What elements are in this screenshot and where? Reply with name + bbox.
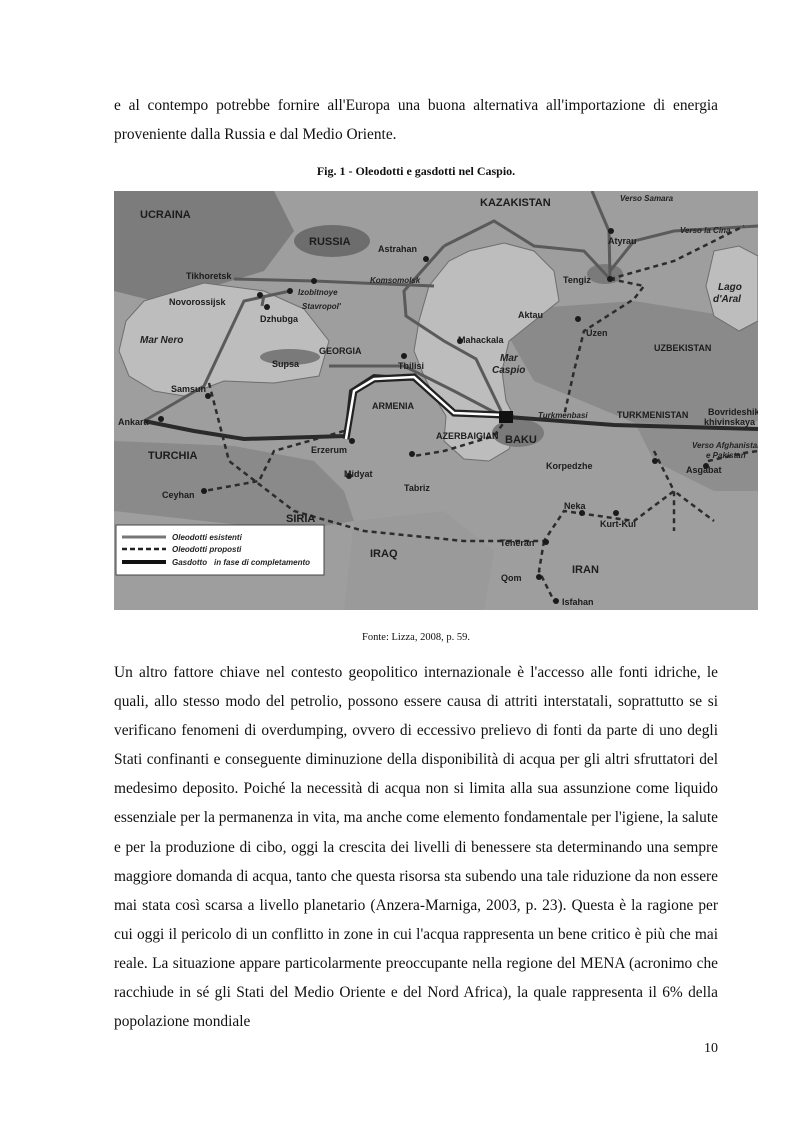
country-armenia: ARMENIA bbox=[372, 401, 414, 411]
city-tabriz: Tabriz bbox=[404, 483, 430, 493]
city-novorossijsk: Novorossijsk bbox=[169, 297, 226, 307]
pipeline-map bbox=[114, 191, 758, 610]
city-tikhoretsk: Tikhoretsk bbox=[186, 271, 232, 281]
city-izobitnoye: Izobitnoye bbox=[298, 288, 338, 297]
country-siria: SIRIA bbox=[286, 513, 316, 525]
city-korpedzhe: Korpedzhe bbox=[546, 461, 593, 471]
city-aktau: Aktau bbox=[518, 310, 544, 320]
lake-aral-2: d'Aral bbox=[713, 294, 741, 305]
city-mahackala: Mahackala bbox=[458, 335, 504, 345]
direction-verso-samara: Verso Samara bbox=[620, 194, 674, 203]
lake-aral: Lago bbox=[718, 282, 742, 293]
legend-proposed: Oleodotti proposti bbox=[172, 545, 242, 554]
country-kazakistan: KAZAKISTAN bbox=[480, 197, 551, 209]
figure-source: Fonte: Lizza, 2008, p. 59. bbox=[362, 632, 470, 643]
country-georgia: GEORGIA bbox=[319, 346, 362, 356]
country-turchia: TURCHIA bbox=[148, 450, 198, 462]
country-iraq: IRAQ bbox=[370, 548, 398, 560]
city-tbilisi: Tbilisi bbox=[398, 361, 425, 371]
map-legend bbox=[116, 525, 324, 575]
direction-verso-afghanistan: Verso Afghanistan bbox=[692, 441, 758, 450]
city-midyat: Midyat bbox=[344, 469, 373, 479]
legend-gas: Gasdotto bbox=[172, 558, 208, 567]
country-russia: RUSSIA bbox=[309, 236, 351, 248]
city-baku: BAKU bbox=[505, 434, 537, 446]
sea-mar-caspio: Mar bbox=[500, 353, 518, 364]
city-asgabat: Asgabat bbox=[686, 465, 722, 475]
country-turkmenistan: TURKMENISTAN bbox=[617, 410, 689, 420]
country-uzbekistan: UZBEKISTAN bbox=[654, 343, 712, 353]
city-kurt-kui: Kurt-Kui bbox=[600, 519, 636, 529]
city-ceyhan: Ceyhan bbox=[162, 490, 195, 500]
body-paragraph: Un altro fattore chiave nel contesto geopolitico internazionale è l'accesso alle fonti idriche, le quali, allo stesso modo del petrolio, possono essere causa di attriti interstatali, soprattutto se si verificano fenomeni di overdumping, ovvero di eccessivo prelievo di fonti da parte di uno degli Stati confinanti e conseguente diminuzione della disponibilità di acqua per gli altri sfruttatori del medesimo deposito. Poiché la necessità di acqua non si limita alla sua assunzione come liquido essenziale per la permanenza in vita, ma anche come elemento fondamentale per l'igiene, la salute e per la produzione di cibo, oggi la crescita dei livelli di benessere sta determinando una sempre maggiore domanda di acqua, tanto che questa risorsa sta subendo una tale riduzione da non essere mai stata così scarsa a livello planetario (Anzera-Marniga, 2003, p. 23). Questa è la ragione per cui oggi il pericolo di un conflitto in zone in cui l'acqua rappresenta un bene critico è più che mai reale. La situazione appare particolarmente preoccupante nella regione del MENA (acronimo che racchiude in sé gli Stati del Medio Oriente e del Nord Africa), la quale rappresenta il 6% della popolazione mondiale bbox=[114, 664, 718, 1031]
city-dzhubga: Dzhubga bbox=[260, 314, 298, 324]
sea-mar-nero: Mar Nero bbox=[140, 335, 184, 346]
country-iran: IRAN bbox=[572, 564, 599, 576]
body-paragraph: e al contempo potrebbe fornire all'Europa una buona alternativa all'importazione di energia proveniente dalla Russia e dal Medio Oriente. bbox=[114, 97, 718, 144]
sea-mar-caspio-2: Caspio bbox=[492, 365, 526, 376]
city-bovrideshik: Bovrideshik bbox=[708, 407, 758, 417]
city-tengiz: Tengiz bbox=[563, 275, 591, 285]
city-teheran: Teheran bbox=[500, 538, 535, 548]
city-erzerum: Erzerum bbox=[311, 445, 348, 455]
city-atyrau: Atyrau bbox=[608, 236, 637, 246]
city-uzen: Uzen bbox=[586, 328, 608, 338]
country-ucraina: UCRAINA bbox=[140, 209, 191, 221]
city-samsun: Samsun bbox=[171, 384, 207, 394]
direction-verso-afghanistan-2: e Pakistan bbox=[706, 451, 746, 460]
page-number: 10 bbox=[704, 1041, 718, 1056]
legend-existing: Oleodotti esistenti bbox=[172, 533, 242, 542]
city-neka: Neka bbox=[564, 501, 586, 511]
legend-gas-2: in fase di completamento bbox=[214, 558, 311, 567]
city-isfahan: Isfahan bbox=[562, 597, 594, 607]
country-azerbaigian: AZERBAIGIAN bbox=[436, 431, 499, 441]
city-komsomolsk: Komsomolsk bbox=[370, 276, 421, 285]
city-bovrideshik-2: khivinskaya bbox=[704, 417, 756, 427]
city-supsa: Supsa bbox=[272, 359, 300, 369]
city-ankara: Ankara bbox=[118, 417, 149, 427]
city-stavropol: Stavropol' bbox=[302, 302, 341, 311]
city-qom: Qom bbox=[501, 573, 522, 583]
city-astrahan: Astrahan bbox=[378, 244, 418, 254]
direction-verso-cina: Verso la Cina bbox=[680, 226, 731, 235]
city-turkmenbasi: Turkmenbasi bbox=[538, 411, 588, 420]
figure-caption: Fig. 1 - Oleodotti e gasdotti nel Caspio. bbox=[316, 164, 516, 178]
